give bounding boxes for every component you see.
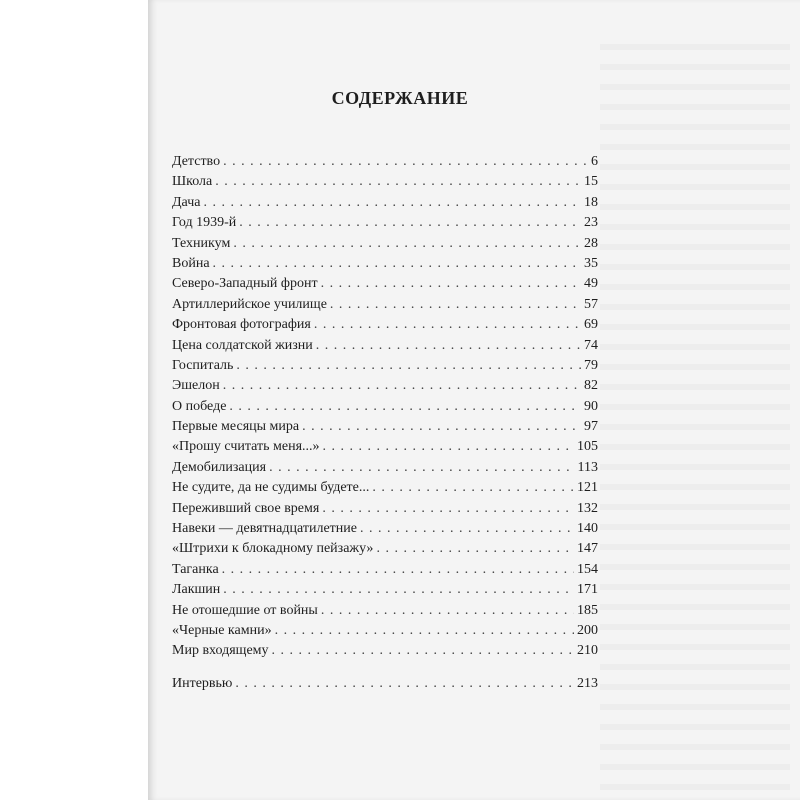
- toc-entry-label: Не отошедшие от войны: [172, 602, 318, 618]
- toc-leader-dots: [235, 674, 574, 694]
- toc-entry-page-number: 6: [591, 154, 598, 169]
- toc-leader-dots: [223, 376, 581, 396]
- toc-entry-page-number: 154: [577, 561, 598, 577]
- toc-leader-dots: [330, 295, 581, 315]
- toc-leader-dots: [322, 499, 574, 519]
- toc-entry-label: Цена солдатской жизни: [172, 337, 313, 353]
- toc-entry: [172, 274, 598, 294]
- toc-entry: [172, 356, 598, 376]
- toc-leader-dots: [229, 397, 581, 417]
- toc-entry-page-number: 147: [577, 541, 598, 557]
- toc-entry: [172, 621, 598, 641]
- toc-entry: [172, 152, 598, 172]
- toc-entry: [172, 376, 598, 396]
- toc-entry-page-number: 121: [577, 480, 598, 496]
- toc-entry-page-number: 210: [577, 643, 598, 659]
- toc-entry: [172, 539, 598, 559]
- toc-entry-page-number: 171: [577, 582, 598, 598]
- toc-entry: [172, 295, 598, 315]
- toc-entry-label: О победе: [172, 398, 227, 414]
- toc-leader-dots: [316, 336, 581, 356]
- toc-entry-page-number: 185: [577, 602, 598, 618]
- toc-entry-page-number: 97: [584, 419, 598, 435]
- toc-entry-label: Лакшин: [172, 582, 221, 598]
- toc-entry: [172, 397, 598, 417]
- toc-entry: [172, 234, 598, 254]
- toc-leader-dots: [323, 437, 574, 457]
- toc-entry: [172, 601, 598, 621]
- toc-leader-dots: [372, 478, 574, 498]
- toc-entry-label: Мир входящему: [172, 643, 269, 659]
- toc-entry-label: Первые месяцы мира: [172, 419, 300, 435]
- toc-entry-label: Переживший свое время: [172, 500, 320, 516]
- toc-entry-page-number: 79: [584, 357, 598, 373]
- toc-leader-dots: [302, 417, 581, 437]
- toc-entry-page-number: 28: [584, 235, 598, 251]
- toc-entry-page-number: 82: [584, 378, 598, 394]
- show-through-text: [600, 30, 790, 790]
- toc-entry: [172, 254, 598, 274]
- toc-entry-label: Эшелон: [172, 378, 220, 394]
- toc-leader-dots: [275, 621, 574, 641]
- toc-leader-dots: [321, 274, 581, 294]
- toc-leader-dots: [223, 580, 574, 600]
- toc-entry-label: Северо-Западный фронт: [172, 276, 318, 292]
- toc-entry-page-number: 140: [577, 521, 598, 537]
- toc-entry-label: «Прошу считать меня...»: [172, 439, 320, 455]
- toc-entry-page-number: 90: [584, 398, 598, 414]
- toc-entry: [172, 519, 598, 539]
- toc-leader-dots: [215, 172, 581, 192]
- toc-entry-page-number: 15: [584, 174, 598, 190]
- toc-entry: [172, 560, 598, 580]
- toc-entry: [172, 458, 598, 478]
- toc-leader-dots: [223, 152, 588, 172]
- toc-entry-label: Таганка: [172, 561, 219, 577]
- toc-entry-page-number: 49: [584, 276, 598, 292]
- toc-entry: [172, 641, 598, 661]
- toc-entry-label: Школа: [172, 174, 213, 190]
- toc-leader-dots: [213, 254, 581, 274]
- toc-leader-dots: [236, 356, 581, 376]
- toc-entry-page-number: 57: [584, 296, 598, 312]
- toc-entry-page-number: 113: [577, 459, 598, 475]
- toc-leader-dots: [222, 560, 574, 580]
- toc-leader-dots: [239, 213, 581, 233]
- toc-entry-page-number: 35: [584, 255, 598, 271]
- toc-entry: [172, 213, 598, 233]
- toc-entry-page-number: 132: [577, 500, 598, 516]
- toc-entry-label: Артиллерийское училище: [172, 296, 327, 312]
- toc-entry-page-number: 200: [577, 622, 598, 638]
- toc-leader-dots: [233, 234, 581, 254]
- toc-entry: [172, 172, 598, 192]
- toc-entry-label: Техникум: [172, 235, 231, 251]
- toc-leader-dots: [314, 315, 581, 335]
- toc-entry: [172, 580, 598, 600]
- toc-entry-label: Дача: [172, 194, 201, 210]
- toc-leader-dots: [376, 539, 574, 559]
- toc-entry-page-number: 105: [577, 439, 598, 455]
- toc-entry: [172, 193, 598, 213]
- toc-entry-label: Война: [172, 255, 210, 271]
- toc-entry-label: «Штрихи к блокадному пейзажу»: [172, 541, 374, 557]
- toc-entry-label: Демобилизация: [172, 459, 267, 475]
- toc-entry-label: Детство: [172, 154, 221, 169]
- toc-entry-label: Интервью: [172, 675, 233, 691]
- toc-entry: [172, 499, 598, 519]
- toc-leader-dots: [360, 519, 574, 539]
- toc-entry: [172, 417, 598, 437]
- toc-entry-page-number: 23: [584, 215, 598, 231]
- toc-entry-page-number: 18: [584, 194, 598, 210]
- toc-leader-dots: [321, 601, 574, 621]
- toc-entry-page-number: 213: [577, 675, 598, 691]
- toc-entry: [172, 674, 598, 694]
- toc-entry-page-number: 69: [584, 317, 598, 333]
- toc-entry: [172, 478, 598, 498]
- toc-entry-label: Навеки — девятнадцатилетние: [172, 521, 357, 537]
- toc-entry: [172, 336, 598, 356]
- toc-entry: [172, 437, 598, 457]
- toc-entry-label: Фронтовая фотография: [172, 317, 311, 333]
- table-of-contents: [172, 152, 598, 694]
- toc-leader-dots: [272, 641, 574, 661]
- toc-leader-dots: [203, 193, 581, 213]
- page-title: СОДЕРЖАНИЕ: [331, 88, 469, 108]
- toc-entry-label: «Черные камни»: [172, 622, 272, 638]
- toc-entry-label: Госпиталь: [172, 357, 234, 373]
- toc-entry-label: Год 1939-й: [172, 215, 237, 231]
- toc-entry-label: Не судите, да не судимы будете...: [172, 480, 370, 496]
- toc-entry: [172, 315, 598, 335]
- toc-leader-dots: [269, 458, 574, 478]
- toc-entry-page-number: 74: [584, 337, 598, 353]
